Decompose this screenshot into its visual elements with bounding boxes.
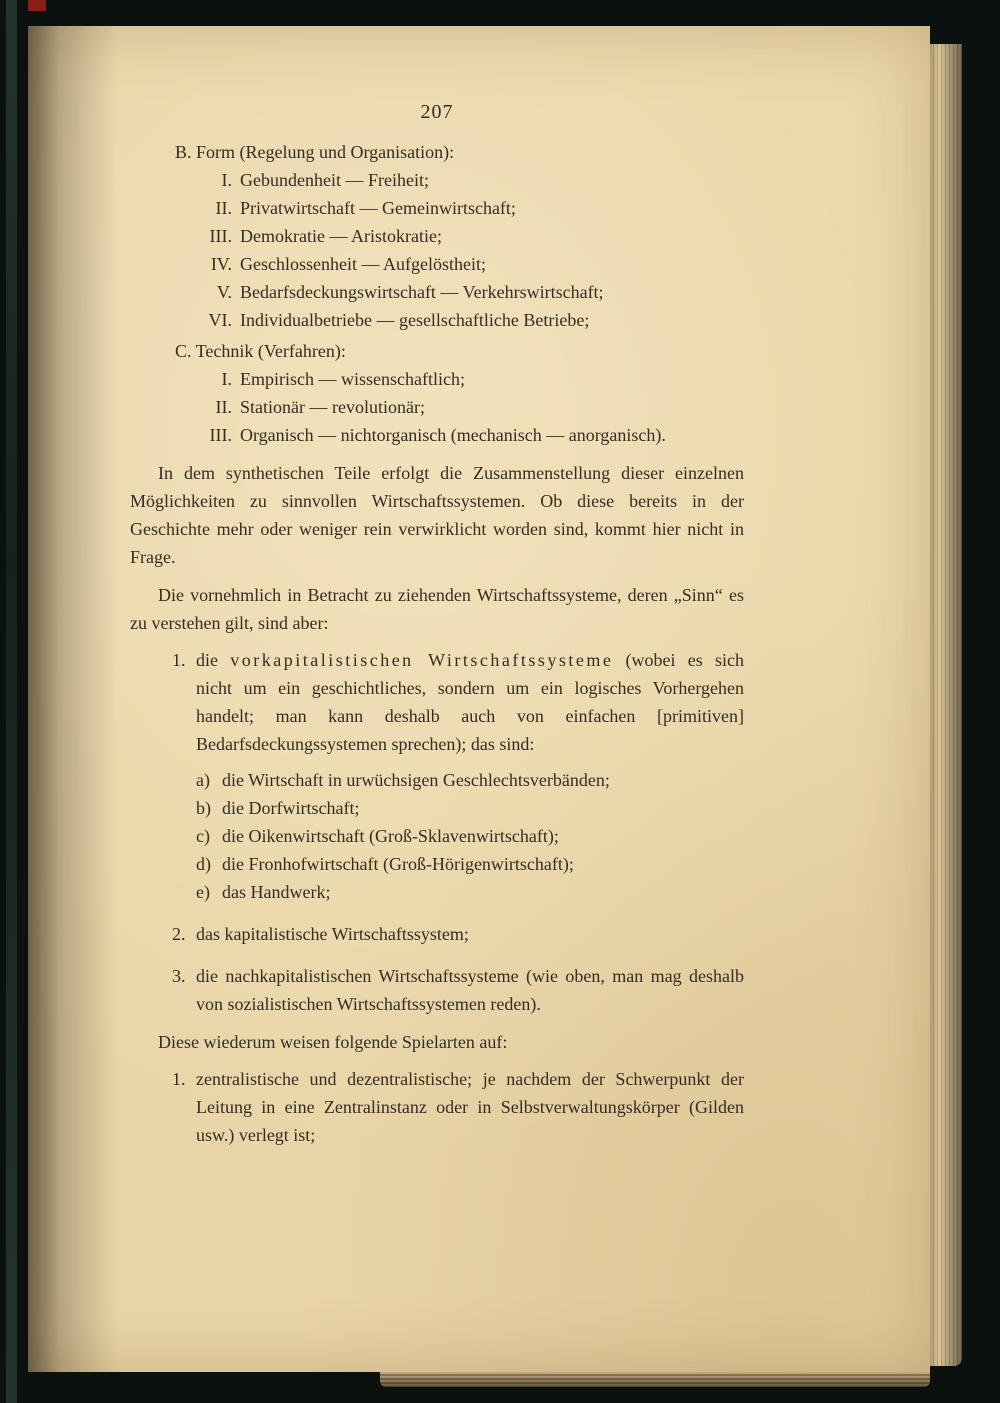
paragraph-spielarten: Diese wiederum weisen folgende Spielarten auf: <box>158 1032 508 1052</box>
section-c-heading: C. Technik (Verfahren): <box>175 341 346 361</box>
outline-item <box>130 194 744 222</box>
item-letter: c) <box>196 826 210 846</box>
section-b-heading: B. Form (Regelung und Organisation): <box>175 142 455 162</box>
section-c-list <box>130 365 744 449</box>
page-edges-bottom <box>380 1372 930 1387</box>
page-number: 207 <box>420 101 454 123</box>
item-text: Empirisch — wissenschaftlich; <box>240 369 465 389</box>
numbered-item-3 <box>172 962 744 1018</box>
item-text: das Handwerk; <box>222 882 331 902</box>
outline-item <box>130 222 744 250</box>
sub-item <box>196 878 744 906</box>
item-text: die Fronhofwirtschaft (Groß-Hörigenwirtschaft); <box>222 854 574 874</box>
gutter-shadow <box>28 26 118 1372</box>
item-text: Bedarfsdeckungswirtschaft — Verkehrswirtschaft; <box>240 282 604 302</box>
item-text: die Dorfwirtschaft; <box>222 798 360 818</box>
item-number: 2. <box>172 924 186 944</box>
item-number: 1. <box>172 1069 186 1089</box>
final-numbered-item-1 <box>172 1065 744 1149</box>
item-letter: a) <box>196 770 210 790</box>
lettered-sublist <box>130 766 744 906</box>
item-letter: d) <box>196 854 211 874</box>
page-content <box>130 26 744 1149</box>
sub-item <box>196 850 744 878</box>
item-text-emphasis: vorkapitalistischen Wirtschaftssysteme <box>230 650 614 670</box>
item-text: Geschlossenheit — Aufgelöstheit; <box>240 254 486 274</box>
page <box>28 26 930 1372</box>
item-numeral: III. <box>209 226 232 246</box>
item-numeral: I. <box>221 170 232 190</box>
item-numeral: II. <box>215 397 232 417</box>
outline-item <box>130 393 744 421</box>
outline-item <box>130 278 744 306</box>
item-letter: e) <box>196 882 210 902</box>
sub-item <box>196 794 744 822</box>
item-text-lead: die <box>196 650 231 670</box>
outline-item <box>130 421 744 449</box>
item-text: Individualbetriebe — gesellschaftliche Betriebe; <box>240 310 590 330</box>
item-text: Organisch — nichtorganisch (mechanisch — anorganisch). <box>240 425 666 445</box>
item-text: Stationär — revolutionär; <box>240 397 425 417</box>
item-numeral: I. <box>221 369 232 389</box>
item-text: zentralistische und dezentralistische; je nachdem der Schwerpunkt der Leitung in eine Zentralinstanz oder in Selbstverwaltungskörper (Gilden usw.) verlegt ist; <box>196 1069 744 1145</box>
item-number: 3. <box>172 966 186 986</box>
item-text: die nachkapitalistischen Wirtschaftssysteme (wie oben, man mag deshalb von sozialistischen Wirtschaftssystemen reden). <box>196 966 744 1014</box>
item-number: 1. <box>172 650 186 670</box>
outline-item <box>130 250 744 278</box>
numbered-item-1 <box>172 646 744 758</box>
item-text: Demokratie — Aristokratie; <box>240 226 442 246</box>
item-text: Gebundenheit — Freiheit; <box>240 170 429 190</box>
item-text: Privatwirtschaft — Gemeinwirtschaft; <box>240 198 516 218</box>
item-text: das kapitalistische Wirtschaftssystem; <box>196 924 469 944</box>
item-numeral: V. <box>216 282 232 302</box>
section-b-list <box>130 166 744 334</box>
item-letter: b) <box>196 798 211 818</box>
paragraph-synthetic: In dem synthetischen Teile erfolgt die Zusammenstellung dieser einzelnen Möglichkeiten zu sinnvollen Wirtschaftssystemen. Ob diese bereits in der Geschichte mehr oder weniger rein verwirklicht worden sind, kommt hier nicht in Frage. <box>130 463 744 567</box>
numbered-item-2 <box>172 920 744 948</box>
page-edges-right <box>930 44 962 1366</box>
item-numeral: VI. <box>208 310 232 330</box>
outline-item <box>130 166 744 194</box>
item-text: die Oikenwirtschaft (Groß-Sklavenwirtschaft); <box>222 826 559 846</box>
item-text: die Wirtschaft in urwüchsigen Geschlechtsverbänden; <box>222 770 610 790</box>
item-text-rest: (wobei es sich nicht um ein geschichtliches, sondern um ein logisches Vorhergehen handelt; man kann deshalb auch von einfachen [primitiven] Bedarfsdeckungssystemen sprechen); das sind: <box>196 650 744 754</box>
sub-item <box>196 766 744 794</box>
item-numeral: IV. <box>210 254 232 274</box>
outline-item <box>130 365 744 393</box>
paragraph-systems: Die vornehmlich in Betracht zu ziehenden Wirtschaftssysteme, deren „Sinn“ es zu verstehen gilt, sind aber: <box>130 585 744 633</box>
item-numeral: II. <box>215 198 232 218</box>
outline-item <box>130 306 744 334</box>
book-spine-edge <box>6 0 17 1403</box>
sub-item <box>196 822 744 850</box>
item-numeral: III. <box>209 425 232 445</box>
red-mark <box>28 0 46 11</box>
item-text <box>196 646 744 758</box>
